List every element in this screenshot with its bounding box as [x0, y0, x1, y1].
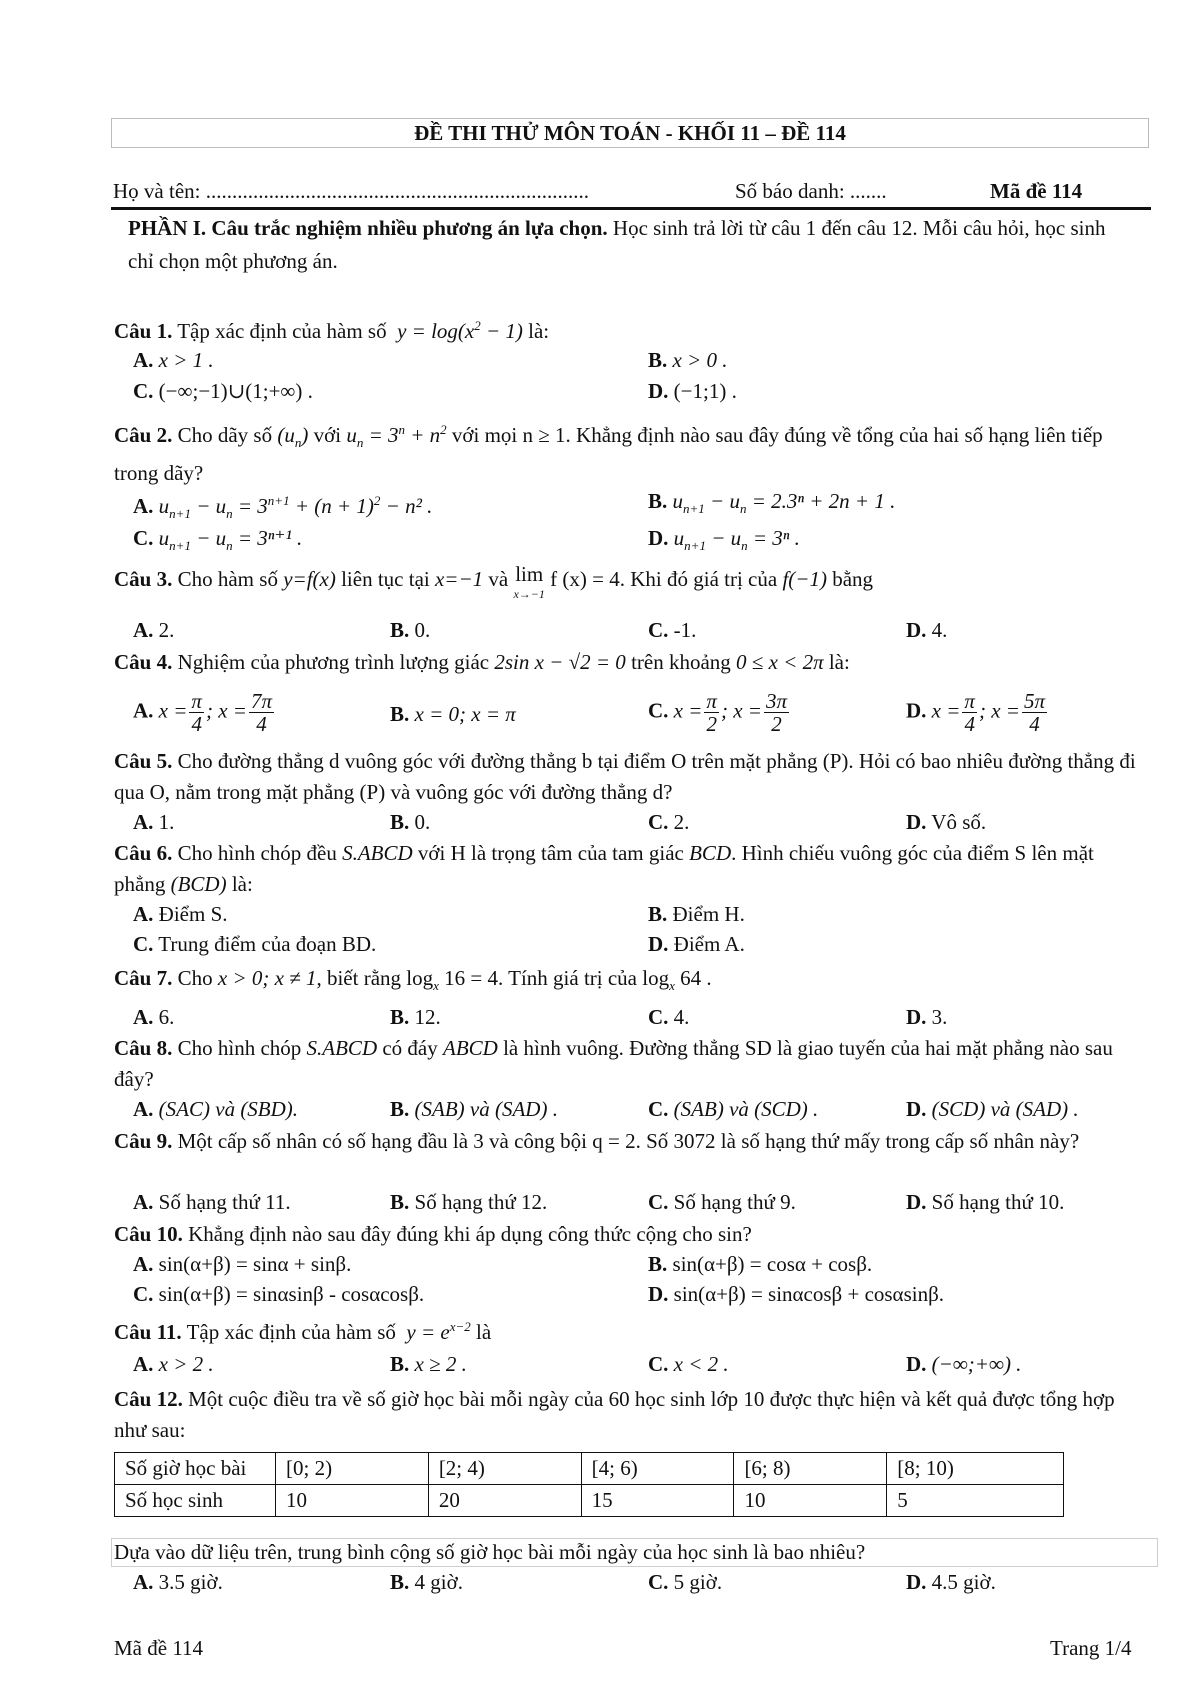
footer-exam-code: Mã đề 114 — [114, 1636, 204, 1660]
question-7: Câu 7. Cho x > 0; x ≠ 1, biết rằng $\log_x 16 = 4$. Tính giá trị của $\log_x 64$ . — [114, 966, 712, 994]
q7-option-c[interactable]: C. 4. — [648, 1005, 690, 1029]
table-row — [115, 1453, 1064, 1485]
q5-option-d[interactable]: D. Vô số. — [906, 810, 987, 834]
q6-option-d[interactable]: D. Điểm A. — [648, 932, 745, 956]
table-cell: 10 — [734, 1485, 887, 1517]
q9-option-c[interactable]: C. Số hạng thứ 9. — [648, 1190, 796, 1214]
table-cell: 5 — [887, 1485, 1064, 1517]
exam-title: ĐỀ THI THỬ MÔN TOÁN - KHỐI 11 – ĐỀ 114 — [111, 118, 1149, 148]
table-cell: Số giờ học bài — [115, 1453, 276, 1485]
q8-option-c[interactable]: C. (SAB) và (SCD) . — [648, 1097, 819, 1121]
q12-option-a[interactable]: A. 3.5 giờ. — [133, 1570, 223, 1594]
q12-option-c[interactable]: C. 5 giờ. — [648, 1570, 723, 1594]
part1-instruction — [128, 212, 1118, 278]
question-9: Câu 9. Một cấp số nhân có số hạng đầu là 3 và công bội q = 2. Số 3072 là số hạng thứ mấy trong cấp số nhân này? — [114, 1129, 1080, 1153]
q10-option-c[interactable]: C. sin(α+β) = sinαsinβ - cosαcosβ. — [133, 1282, 425, 1306]
table-cell: 20 — [428, 1485, 581, 1517]
q4-option-a[interactable]: A. x = $\frac{\pi}{4}$ ; x = $\frac{7\pi}{4}$ — [133, 689, 272, 736]
q2-option-c[interactable]: C. $u_{n+1} - u_n = 3^{n+1}$ . — [133, 526, 303, 554]
table-cell: 10 — [276, 1485, 429, 1517]
question-2: Câu 2. Cho dãy số $(u_n)$ với $u_n = 3^n + n^2$ với mọi n ≥ 1. Khẳng định nào sau đây đúng về tổng của hai số hạng liên tiếp trong dãy? — [114, 422, 1103, 486]
q1-option-a[interactable]: A. x > 1 . — [133, 348, 214, 372]
table-cell: [4; 6) — [581, 1453, 734, 1485]
q11-option-a[interactable]: A. x > 2 . — [133, 1352, 214, 1376]
q7-option-b[interactable]: B. 12. — [390, 1005, 441, 1029]
table-cell: [6; 8) — [734, 1453, 887, 1485]
q6-option-c[interactable]: C. Trung điểm của đoạn BD. — [133, 932, 377, 956]
q2-option-d[interactable]: D. $u_{n+1} - u_n = 3^n$ . — [648, 526, 800, 554]
header-rule — [111, 207, 1151, 210]
question-6: Câu 6. Cho hình chóp đều S.ABCD với H là trọng tâm của tam giác BCD. Hình chiếu vuông góc của điểm S lên mặt phẳng (BCD) là: — [114, 841, 1094, 896]
q8-option-a[interactable]: A. (SAC) và (SBD). — [133, 1097, 299, 1121]
q1-option-c[interactable]: C. (−∞;−1)∪(1;+∞) . — [133, 379, 313, 403]
table-row — [115, 1485, 1064, 1517]
q9-option-b[interactable]: B. Số hạng thứ 12. — [390, 1190, 548, 1214]
question-4: Câu 4. Nghiệm của phương trình lượng giác 2sin x − √2 = 0 trên khoảng 0 ≤ x < 2π là: — [114, 650, 850, 674]
q11-option-c[interactable]: C. x < 2 . — [648, 1352, 729, 1376]
q4-option-d[interactable]: D. x = $\frac{\pi}{4}$ ; x = $\frac{5\pi}{4}$ — [906, 689, 1045, 736]
q10-option-a[interactable]: A. sin(α+β) = sinα + sinβ. — [133, 1252, 352, 1276]
q5-option-b[interactable]: B. 0. — [390, 810, 431, 834]
q3-option-d[interactable]: D. 4. — [906, 618, 948, 642]
part1-text: Học sinh trả lời từ câu 1 đến câu 12. Mỗi câu hỏi, học sinh chỉ chọn một phương án. — [128, 216, 1106, 273]
q9-option-a[interactable]: A. Số hạng thứ 11. — [133, 1190, 291, 1214]
q11-option-b[interactable]: B. x ≥ 2 . — [390, 1352, 467, 1376]
q7-option-d[interactable]: D. 3. — [906, 1005, 948, 1029]
q2-option-b[interactable]: B. $u_{n+1} - u_n = 2.3^n + 2n + 1$ . — [648, 489, 896, 517]
q7-option-a[interactable]: A. 6. — [133, 1005, 175, 1029]
table-cell: [2; 4) — [428, 1453, 581, 1485]
q10-option-b[interactable]: B. sin(α+β) = cosα + cosβ. — [648, 1252, 873, 1276]
q1-option-d[interactable]: D. (−1;1) . — [648, 379, 737, 403]
q12-option-b[interactable]: B. 4 giờ. — [390, 1570, 463, 1594]
question-1 — [114, 310, 1144, 347]
question-5: Câu 5. Cho đường thẳng d vuông góc với đường thẳng b tại điểm O trên mặt phẳng (P). Hỏi có bao nhiêu đường thẳng đi qua O, nằm trong mặt phẳng (P) và vuông góc với đường thẳng d? — [114, 749, 1136, 804]
sbd-field-label: Số báo danh: ....... — [735, 179, 887, 203]
table-cell: [8; 10) — [887, 1453, 1064, 1485]
q1-label: Câu 1. — [114, 319, 173, 343]
question-8: Câu 8. Cho hình chóp S.ABCD có đáy ABCD là hình vuông. Đường thẳng SD là giao tuyến của hai mặt phẳng nào sau đây? — [114, 1036, 1113, 1091]
q1-option-b[interactable]: B. x > 0 . — [648, 348, 728, 372]
q1-formula: $y = \log(x^2 - 1)$ — [391, 318, 523, 343]
study-hours-table — [114, 1452, 1064, 1517]
q11-option-d[interactable]: D. (−∞;+∞) . — [906, 1352, 1022, 1376]
q1-text: Tập xác định của hàm số — [177, 319, 387, 343]
q8-option-d[interactable]: D. (SCD) và (SAD) . — [906, 1097, 1079, 1121]
table-cell: [0; 2) — [276, 1453, 429, 1485]
question-12: Câu 12. Một cuộc điều tra về số giờ học bài mỗi ngày của 60 học sinh lớp 10 được thực hiện và kết quả được tổng hợp như sau: — [114, 1387, 1115, 1442]
q10-option-d[interactable]: D. sin(α+β) = sinαcosβ + cosαsinβ. — [648, 1282, 945, 1306]
q12-option-d[interactable]: D. 4.5 giờ. — [906, 1570, 996, 1594]
q9-option-d[interactable]: D. Số hạng thứ 10. — [906, 1190, 1065, 1214]
q6-option-a[interactable]: A. Điểm S. — [133, 902, 228, 926]
q1-tail: là: — [528, 319, 550, 343]
q3-option-b[interactable]: B. 0. — [390, 618, 431, 642]
question-11: Câu 11. Tập xác định của hàm số $y = e^{x-2}$ là — [114, 1319, 492, 1344]
table-cell: 15 — [581, 1485, 734, 1517]
q2-option-a[interactable]: A. $u_{n+1} - u_n = 3^{n+1} + (n + 1)^2 - n^2$ . — [133, 493, 433, 522]
q11-formula: $y = e^{x-2}$ — [401, 1319, 471, 1344]
q12-question: Dựa vào dữ liệu trên, trung bình cộng số giờ học bài mỗi ngày của học sinh là bao nhiêu? — [111, 1538, 1158, 1567]
question-3: Câu 3. Cho hàm số y=f(x) liên tục tại x=−1 và lim x→−1 f (x) = 4. Khi đó giá trị của f(−1) bằng — [114, 562, 874, 601]
q3-option-a[interactable]: A. 2. — [133, 618, 175, 642]
q6-option-b[interactable]: B. Điểm H. — [648, 902, 745, 926]
footer-page-number: Trang 1/4 — [1050, 1636, 1132, 1660]
question-10: Câu 10. Khẳng định nào sau đây đúng khi áp dụng công thức cộng cho sin? — [114, 1222, 752, 1246]
q4-option-c[interactable]: C. x = $\frac{\pi}{2}$ ; x = $\frac{3\pi}{2}$ — [648, 689, 787, 736]
part1-heading: PHẦN I. Câu trắc nghiệm nhiều phương án lựa chọn. — [128, 216, 608, 240]
name-field-label: Họ và tên: ......................................................................... — [113, 179, 589, 203]
exam-code: Mã đề 114 — [990, 179, 1083, 203]
q4-option-b[interactable]: B. x = 0; x = π — [390, 702, 516, 726]
q3-option-c[interactable]: C. -1. — [648, 618, 697, 642]
q5-option-a[interactable]: A. 1. — [133, 810, 175, 834]
q5-option-c[interactable]: C. 2. — [648, 810, 690, 834]
table-cell: Số học sinh — [115, 1485, 276, 1517]
q8-option-b[interactable]: B. (SAB) và (SAD) . — [390, 1097, 558, 1121]
